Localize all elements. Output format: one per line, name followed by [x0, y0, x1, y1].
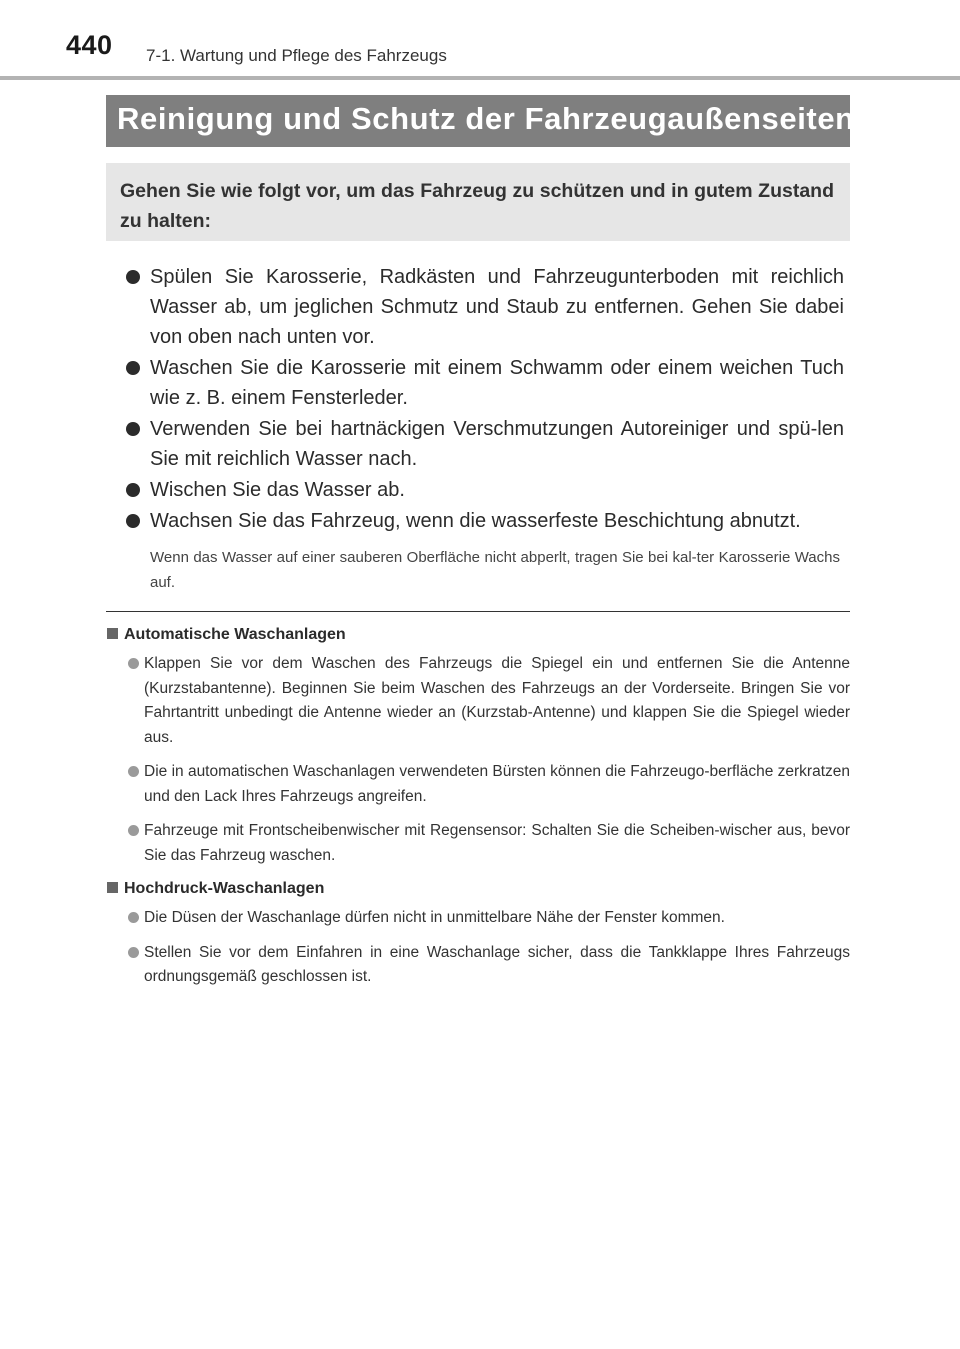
bullet-dot-icon — [126, 483, 140, 497]
info-item-text: Die Düsen der Waschanlage dürfen nicht in unmittelbare Nähe der Fenster kommen. — [144, 909, 725, 926]
page-number: 440 — [66, 30, 113, 60]
info-heading — [107, 624, 850, 646]
bullet-item — [124, 262, 844, 352]
info-item — [107, 941, 850, 990]
info-item-text: Fahrzeuge mit Frontscheibenwischer mit Regensensor: Schalten Sie die Scheiben-wischer aus, bevor Sie das Fahrzeug waschen. — [144, 822, 850, 864]
bullet-dot-icon — [126, 514, 140, 528]
bullet-text: Spülen Sie Karosserie, Radkästen und Fahrzeugunterboden mit reichlich Wasser ab, um jeglichen Schmutz und Staub zu entfernen. Gehen Sie dabei von oben nach unten vor. — [150, 266, 844, 348]
page-header — [0, 0, 960, 80]
bullet-text: Waschen Sie die Karosserie mit einem Schwamm oder einem weichen Tuch wie z. B. einem Fensterleder. — [150, 357, 844, 409]
bullet-dot-icon — [126, 270, 140, 284]
bullet-item — [124, 414, 844, 474]
info-item — [107, 819, 850, 868]
bullet-item — [124, 353, 844, 413]
section-label: 7-1. Wartung und Pflege des Fahrzeugs — [146, 46, 447, 65]
bullet-text: Verwenden Sie bei hartnäckigen Verschmutzungen Autoreiniger und spü-len Sie mit reichlich Wasser nach. — [150, 418, 844, 470]
bullet-item — [124, 506, 844, 536]
intro-text: Gehen Sie wie folgt vor, um das Fahrzeug zu schützen und in gutem Zustand zu halten: — [120, 180, 834, 232]
info-heading-text: Hochdruck-Waschanlagen — [124, 880, 325, 897]
info-group-high-pressure — [107, 878, 850, 990]
title-bar — [106, 95, 855, 147]
wax-note: Wenn das Wasser auf einer sauberen Oberfläche nicht abperlt, tragen Sie bei kal-ter Karosserie Wachs auf. — [150, 549, 840, 591]
info-item — [107, 906, 850, 931]
bullet-dot-icon — [126, 422, 140, 436]
circle-bullet-icon — [128, 658, 139, 669]
circle-bullet-icon — [128, 912, 139, 923]
info-item-text: Klappen Sie vor dem Waschen des Fahrzeugs die Spiegel ein und entfernen Sie die Antenne (Kurzstabantenne). Beginnen Sie beim Waschen des Fahrzeugs an der Vorderseite. Bringen Sie vor Fahrtantritt unbedingt die Antenne wieder an (Kurzstab-Antenne) und klappen Sie die Spiegel wieder aus. — [144, 655, 850, 746]
intro-box — [106, 163, 850, 241]
info-sections — [107, 624, 850, 1000]
info-heading-text: Automatische Waschanlagen — [124, 626, 346, 643]
info-heading — [107, 878, 850, 900]
bullet-dot-icon — [126, 361, 140, 375]
info-item — [107, 652, 850, 750]
page-title: Reinigung und Schutz der Fahrzeugaußenseiten — [117, 101, 855, 136]
bullet-text: Wachsen Sie das Fahrzeug, wenn die wasserfeste Beschichtung abnutzt. — [150, 510, 801, 532]
square-bullet-icon — [107, 628, 118, 639]
info-item — [107, 760, 850, 809]
circle-bullet-icon — [128, 766, 139, 777]
header-rule — [0, 76, 960, 80]
circle-bullet-icon — [128, 825, 139, 836]
bullet-list — [124, 262, 844, 595]
bullet-text: Wischen Sie das Wasser ab. — [150, 479, 405, 501]
circle-bullet-icon — [128, 947, 139, 958]
bullet-item — [124, 475, 844, 505]
section-divider — [106, 611, 850, 612]
square-bullet-icon — [107, 882, 118, 893]
info-item-text: Die in automatischen Waschanlagen verwendeten Bürsten können die Fahrzeugo-berfläche zerkratzen und den Lack Ihres Fahrzeugs angreifen. — [144, 763, 850, 805]
info-group-automatic — [107, 624, 850, 868]
info-item-text: Stellen Sie vor dem Einfahren in eine Waschanlage sicher, dass die Tankklappe Ihres Fahrzeugs ordnungsgemäß geschlossen ist. — [144, 943, 850, 985]
